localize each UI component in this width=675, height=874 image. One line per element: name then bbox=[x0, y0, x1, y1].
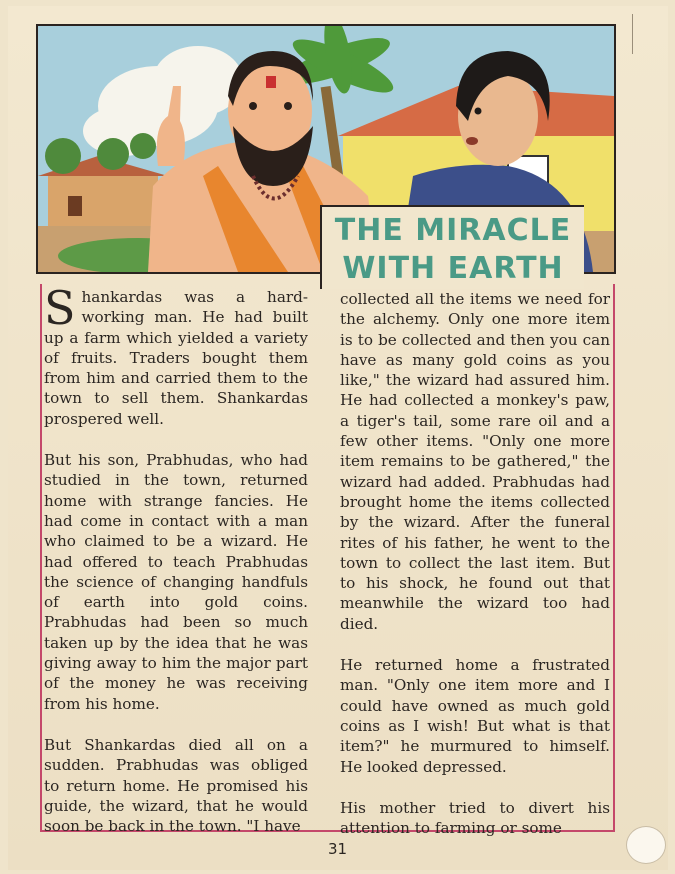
right-column bbox=[340, 289, 610, 859]
page-number: 31 bbox=[327, 840, 348, 858]
title-box bbox=[320, 205, 584, 289]
paragraph: He returned home a frustrated man. "Only one item more and I could have owned as much gold coins as I wish! But what is that item?" he murmured to himself. He looked depressed. bbox=[340, 656, 610, 776]
story-title-line-1: THE MIRACLE bbox=[334, 213, 572, 248]
drop-cap: S bbox=[44, 281, 76, 335]
paragraph bbox=[44, 281, 308, 429]
paragraph: His mother tried to divert his attention to farming or some bbox=[340, 798, 610, 838]
story-title-line-2: WITH EARTH bbox=[342, 251, 564, 286]
paragraph-text: hankardas was a hard-working man. He had built up a farm which yielded a variety of fruits. Traders bought them from him and carried them to the town to sell them. Shankardas prospered well. bbox=[44, 288, 308, 428]
library-stamp-icon bbox=[626, 826, 666, 864]
paragraph: But his son, Prabhudas, who had studied in the town, returned home with strange fancies. He had come in contact with a man who claimed to be a wizard. He had offered to teach Prabhudas the science of changing handfuls of earth into gold coins. Prabhudas had been so much taken up by the idea that he was giving away to him the major part of the money he was receiving from his home. bbox=[44, 451, 308, 713]
paragraph: collected all the items we need for the alchemy. Only one more item is to be collected and then you can have as many gold coins as you like," the wizard had assured him. He had collected a monkey's paw, a tiger's tail, some rare oil and a few other items. "Only one more item remains to be gathered," the wizard had added. Prabhudas had brought home the items collected by the wizard. After the funeral rites of his father, he went to the town to collect the last item. But to his shock, he found out that meanwhile the wizard too had died. bbox=[340, 290, 610, 633]
paragraph: But Shankardas died all on a sudden. Prabhudas was obliged to return home. He promised his guide, the wizard, that he would soon be back in the town. "I have bbox=[44, 735, 308, 836]
left-column bbox=[44, 281, 308, 857]
page-edge bbox=[632, 14, 633, 54]
